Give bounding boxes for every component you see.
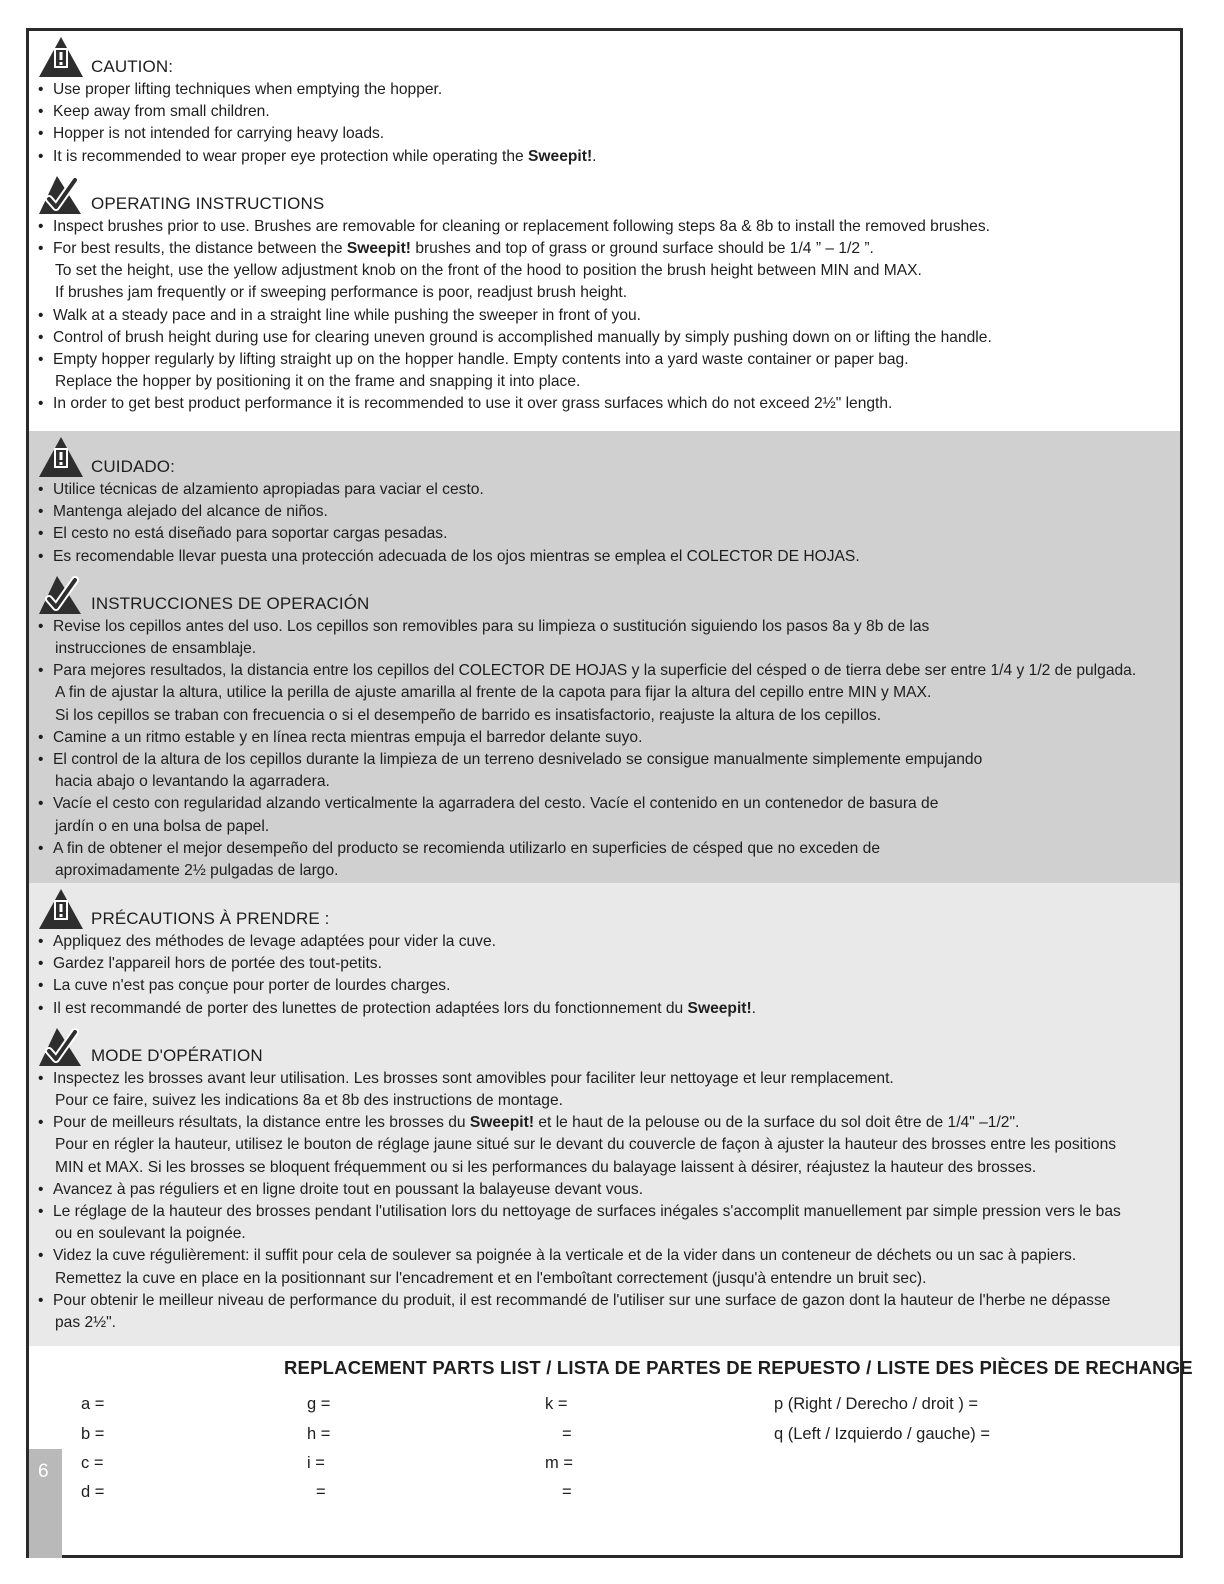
list-item: • Revise los cepillos antes del uso. Los cepillos son removibles para su limpieza o sustitución siguiendo los pasos 8a y 8b de las instrucciones de ensamblaje. xyxy=(37,616,1172,660)
operating-title: INSTRUCCIONES DE OPERACIÓN xyxy=(91,593,370,613)
list-item: • Empty hopper regularly by lifting straight up on the hopper handle. Empty contents into a yard waste container or paper bag. Replace the hopper by positioning it on the frame and snapping it into place. xyxy=(37,349,1172,393)
operating-list xyxy=(37,216,1172,416)
list-item: • Pour obtenir le meilleur niveau de performance du produit, il est recommandé de l'utiliser sur une surface de gazon dont la hauteur de l'herbe ne dépasse pas 2½". xyxy=(37,1290,1172,1334)
part-k: k = xyxy=(545,1395,568,1413)
list-item: • Videz la cuve régulièrement: il suffit pour cela de soulever sa poignée à la verticale et de la vider dans un conteneur de déchets ou un sac à papiers. Remettez la cuve en place en la positionnant sur l'encadrement et en l'emboîtant correctement (jusqu'à entendre un bruit sec). xyxy=(37,1245,1172,1289)
list-item: • Use proper lifting techniques when emptying the hopper. xyxy=(37,79,1172,101)
part-g: g = xyxy=(307,1395,331,1413)
operating-heading xyxy=(37,168,1172,216)
part-b: b = xyxy=(81,1425,105,1443)
list-item: • Hopper is not intended for carrying heavy loads. xyxy=(37,123,1172,145)
brand-name: Sweepit! xyxy=(528,147,593,165)
list-item: • A fin de obtener el mejor desempeño del producto se recomienda utilizarlo en superficies de césped que no exceden de aproximadamente 2½ pulgadas de largo. xyxy=(37,838,1172,882)
part-m: m = xyxy=(545,1454,573,1472)
brand-name: Sweepit! xyxy=(687,999,752,1017)
caution-heading xyxy=(37,31,1172,79)
list-item: • Keep away from small children. xyxy=(37,101,1172,123)
part-a: a = xyxy=(81,1395,105,1413)
list-item: • Il est recommandé de porter des lunettes de protection adaptées lors du fonctionnement du Sweepit!. xyxy=(37,998,1172,1020)
part-q: q (Left / Izquierdo / gauche) = xyxy=(774,1425,991,1443)
list-item: • Gardez l'appareil hors de portée des tout-petits. xyxy=(37,953,1172,975)
list-item: • Vacíe el cesto con regularidad alzando verticalmente la agarradera del cesto. Vacíe el contenido en un contenedor de basura de jardín o en una bolsa de papel. xyxy=(37,793,1172,837)
page-number: 6 xyxy=(38,1461,49,1482)
caution-title: CUIDADO: xyxy=(91,457,175,476)
list-item: • Pour de meilleurs résultats, la distance entre les brosses du Sweepit! et le haut de la pelouse ou de la surface du sol doit être de 1/4" –1/2". Pour en régler la hauteur, utilisez le bouton de réglage jaune situé sur le devant du couvercle de façon à ajuster la hauteur des brosses entre les positions MIN et MAX. Si les brosses se bloquent fréquemment ou si les performances du balayage laissent à désirer, réajustez la hauteur des brosses. xyxy=(37,1112,1172,1179)
list-item: • Appliquez des méthodes de levage adaptées pour vider la cuve. xyxy=(37,931,1172,953)
list-item: • Es recomendable llevar puesta una protección adecuada de los ojos mientras se emplea el COLECTOR DE HOJAS. xyxy=(37,546,1172,568)
page-number-tab xyxy=(29,1449,62,1558)
warning-triangle-icon xyxy=(37,887,85,931)
list-item: • Control of brush height during use for clearing uneven ground is accomplished manually by simply pushing down on or lifting the handle. xyxy=(37,327,1172,349)
list-item: • El cesto no está diseñado para soportar cargas pesadas. xyxy=(37,523,1172,545)
parts-list-title: REPLACEMENT PARTS LIST / LISTA DE PARTES DE REPUESTO / LISTE DES PIÈCES DE RECHANGE xyxy=(284,1357,1193,1378)
checkmark-icon xyxy=(37,572,85,616)
page-frame xyxy=(26,28,1193,1558)
caution-list xyxy=(37,79,1172,168)
part-i: i = xyxy=(307,1454,325,1472)
brand-name: Sweepit! xyxy=(346,240,411,258)
part-h: h = xyxy=(307,1425,331,1443)
list-item: • El control de la altura de los cepillos durante la limpieza de un terreno desnivelado se consigue manualmente simplemente empujando hacia abajo o levantando la agarradera. xyxy=(37,749,1172,793)
list-item: • Walk at a steady pace and in a straight line while pushing the sweeper in front of you. xyxy=(37,305,1172,327)
list-item: • Para mejores resultados, la distancia entre los cepillos del COLECTOR DE HOJAS y la superficie del césped o de tierra debe ser entre 1/4 y 1/2 de pulgada. A fin de ajustar la altura, utilice la perilla de ajuste amarilla al frente de la capota para fijar la altura del cepillo entre MIN y MAX. Si los cepillos se traban con frecuencia o si el desempeño de barrido es insatisfactorio, reajuste la altura de los cepillos. xyxy=(37,660,1172,727)
caution-list xyxy=(37,479,1172,568)
caution-title: CAUTION: xyxy=(91,57,174,76)
caution-title: PRÉCAUTIONS À PRENDRE : xyxy=(91,909,330,928)
operating-title: MODE D'OPÉRATION xyxy=(91,1045,263,1065)
caution-heading xyxy=(37,883,1172,931)
operating-heading xyxy=(37,568,1172,616)
part-p: p (Right / Derecho / droit ) = xyxy=(774,1395,979,1413)
english-section xyxy=(29,31,1180,431)
list-item: • Utilice técnicas de alzamiento apropiadas para vaciar el cesto. xyxy=(37,479,1172,501)
french-section xyxy=(29,883,1180,1346)
spanish-section xyxy=(29,431,1180,883)
list-item: • La cuve n'est pas conçue pour porter de lourdes charges. xyxy=(37,975,1172,997)
caution-heading xyxy=(37,431,1172,479)
part-blank: = xyxy=(316,1483,326,1501)
list-item: • In order to get best product performance it is recommended to use it over grass surfaces which do not exceed 2½" length. xyxy=(37,393,1172,415)
checkmark-icon xyxy=(37,1024,85,1068)
part-blank: = xyxy=(562,1483,572,1501)
warning-triangle-icon xyxy=(37,435,85,479)
caution-list xyxy=(37,931,1172,1020)
list-item: • Mantenga alejado del alcance de niños. xyxy=(37,501,1172,523)
list-item: • It is recommended to wear proper eye protection while operating the Sweepit!. xyxy=(37,146,1172,168)
checkmark-icon xyxy=(37,172,85,216)
part-blank: = xyxy=(562,1425,572,1443)
brand-name: Sweepit! xyxy=(469,1114,535,1132)
part-d: d = xyxy=(81,1483,105,1501)
list-item: • Inspectez les brosses avant leur utilisation. Les brosses sont amovibles pour faciliter leur nettoyage et leur remplacement. Pour ce faire, suivez les indications 8a et 8b des instructions de montage. xyxy=(37,1068,1172,1112)
operating-list xyxy=(37,616,1172,882)
operating-heading xyxy=(37,1020,1172,1068)
list-item: • Avancez à pas réguliers et en ligne droite tout en poussant la balayeuse devant vous. xyxy=(37,1179,1172,1201)
operating-title: OPERATING INSTRUCTIONS xyxy=(91,193,325,213)
list-item: • Le réglage de la hauteur des brosses pendant l'utilisation lors du nettoyage de surfaces inégales s'accomplit manuellement par simple pression vers le bas ou en soulevant la poignée. xyxy=(37,1201,1172,1245)
list-item: • Camine a un ritmo estable y en línea recta mientras empuja el barredor delante suyo. xyxy=(37,727,1172,749)
list-item: • For best results, the distance between the Sweepit! brushes and top of grass or ground surface should be 1/4 ” – 1/2 ”. To set the height, use the yellow adjustment knob on the front of the hood to position the brush height between MIN and MAX. If brushes jam frequently or if sweeping performance is poor, readjust brush height. xyxy=(37,238,1172,305)
warning-triangle-icon xyxy=(37,35,85,79)
part-c: c = xyxy=(81,1454,104,1472)
operating-list xyxy=(37,1068,1172,1334)
list-item: • Inspect brushes prior to use. Brushes are removable for cleaning or replacement following steps 8a & 8b to install the removed brushes. xyxy=(37,216,1172,238)
